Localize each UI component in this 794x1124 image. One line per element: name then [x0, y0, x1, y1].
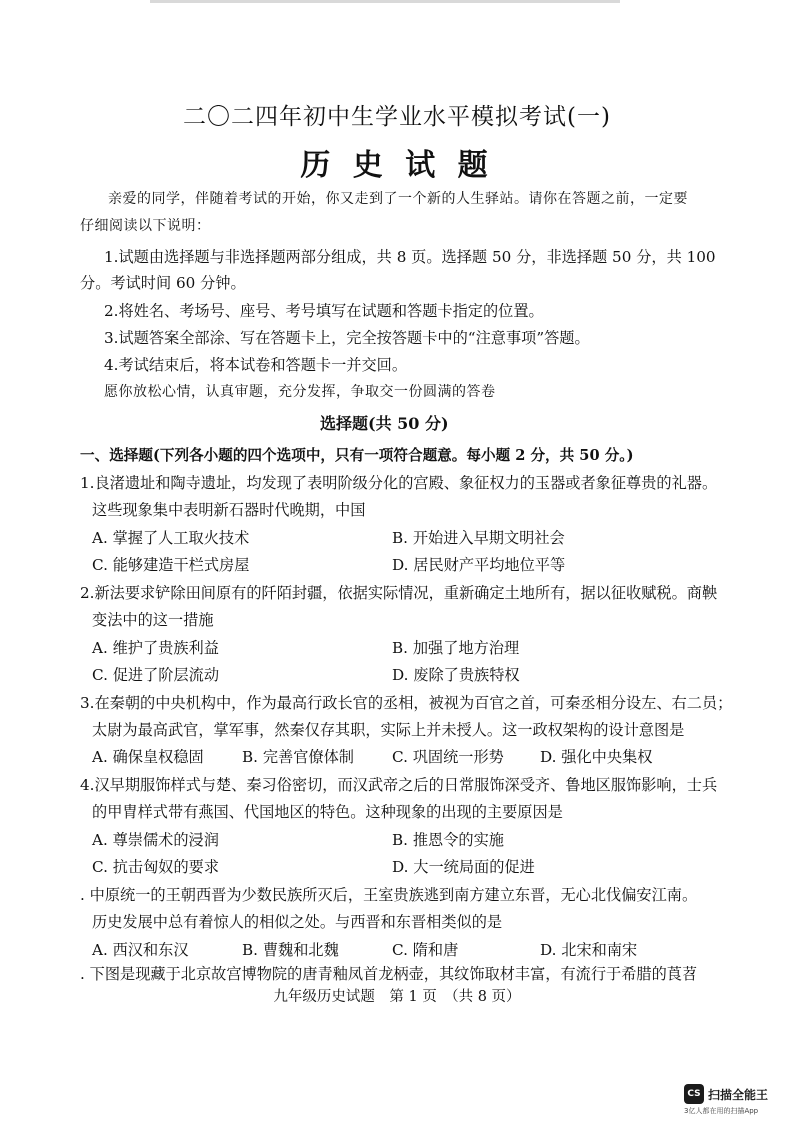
question-4-option-d: D. 大一统局面的促进: [392, 858, 535, 876]
question-1-option-b: B. 开始进入早期文明社会: [392, 529, 565, 547]
question-1-option-a: A. 掌握了人工取火技术: [92, 529, 250, 547]
exam-subject-title: 历 史 试 题: [300, 148, 494, 183]
intro-line-2: 仔细阅读以下说明：: [80, 218, 211, 234]
scanner-app-name: 扫描全能王: [708, 1087, 769, 1102]
question-6-stem-1: . 下图是现藏于北京故宫博物院的唐青釉凤首龙柄壶，其纹饰取材丰富，有流行于希腊的莨苕: [80, 965, 698, 983]
scan-edge-mark: [150, 0, 620, 3]
question-3-stem-2: 太尉为最高武官，掌军事，然秦仅存其职，实际上并未授人。这一政权架构的设计意图是: [92, 721, 685, 739]
question-5-option-c: C. 隋和唐: [392, 941, 459, 959]
question-4-option-c: C. 抗击匈奴的要求: [92, 858, 220, 876]
question-2-option-d: D. 废除了贵族特权: [392, 666, 520, 684]
instruction-wish: 愿你放松心情，认真审题，充分发挥，争取交一份圆满的答卷: [104, 384, 496, 400]
question-3-option-c: C. 巩固统一形势: [392, 748, 504, 766]
question-1-stem-1: 1.良渚遗址和陶寺遗址，均发现了表明阶级分化的宫殿、象征权力的玉器或者象征尊贵的礼器。: [80, 474, 718, 492]
instruction-item-1a: 1.试题由选择题与非选择题两部分组成，共 8 页。选择题 50 分，非选择题 50 分，共 100: [104, 248, 716, 266]
instruction-item-3: 3.试题答案全部涂、写在答题卡上，完全按答题卡中的“注意事项”答题。: [104, 329, 590, 347]
question-4-stem-1: 4.汉早期服饰样式与楚、秦习俗密切，而汉武帝之后的日常服饰深受齐、鲁地区服饰影响，士兵: [80, 776, 718, 794]
instruction-item-1b: 分。考试时间 60 分钟。: [80, 274, 246, 292]
question-2-option-a: A. 维护了贵族利益: [92, 639, 219, 657]
question-1-stem-2: 这些现象集中表明新石器时代晚期，中国: [92, 501, 366, 519]
instruction-item-2: 2.将姓名、考场号、座号、考号填写在试题和答题卡指定的位置。: [104, 302, 544, 320]
question-3-stem-1: 3.在秦朝的中央机构中，作为最高行政长官的丞相，被视为百官之首，可秦丞相分设左、右二员；: [80, 694, 733, 712]
question-4-stem-2: 的甲胄样式带有燕国、代国地区的特色。这种现象的出现的主要原因是: [92, 803, 563, 821]
intro-line-1: 亲爱的同学，伴随着考试的开始，你又走到了一个新的人生驿站。请你在答题之前，一定要: [108, 191, 688, 207]
page-footer: 九年级历史试题 第 1 页 （共 8 页）: [273, 989, 521, 1005]
section-instruction: 一、选择题(下列各小题的四个选项中，只有一项符合题意。每小题 2 分，共 50 分。): [80, 447, 634, 464]
scanner-logo: [684, 1084, 768, 1104]
question-3-option-d: D. 强化中央集权: [540, 748, 653, 766]
exam-title: 二〇二四年初中生学业水平模拟考试(一): [183, 104, 611, 130]
question-5-option-d: D. 北宋和南宋: [540, 941, 638, 959]
scanner-logo-icon: CS: [684, 1084, 704, 1104]
instruction-item-4: 4.考试结束后，将本试卷和答题卡一并交回。: [104, 356, 408, 374]
question-1-option-c: C. 能够建造干栏式房屋: [92, 556, 250, 574]
question-4-option-a: A. 尊崇儒术的浸润: [92, 831, 219, 849]
question-2-stem-2: 变法中的这一措施: [92, 611, 214, 629]
question-5-option-b: B. 曹魏和北魏: [242, 941, 339, 959]
question-4-option-b: B. 推恩令的实施: [392, 831, 504, 849]
question-3-option-b: B. 完善官僚体制: [242, 748, 354, 766]
question-5-stem-2: 历史发展中总有着惊人的相似之处。与西晋和东晋相类似的是: [92, 913, 503, 931]
question-2-option-b: B. 加强了地方治理: [392, 639, 520, 657]
question-5-stem-1: . 中原统一的王朝西晋为少数民族所灭后，王室贵族逃到南方建立东晋，无心北伐偏安江南。: [80, 886, 698, 904]
question-5-option-a: A. 西汉和东汉: [92, 941, 189, 959]
section-title: 选择题(共 50 分): [320, 414, 449, 433]
question-1-option-d: D. 居民财产平均地位平等: [392, 556, 566, 574]
question-3-option-a: A. 确保皇权稳固: [92, 748, 204, 766]
scanner-tagline: 3亿人都在用的扫描App: [684, 1107, 759, 1115]
question-2-stem-1: 2.新法要求铲除田间原有的阡陌封疆，依据实际情况，重新确定土地所有，据以征收赋税。商鞅: [80, 584, 718, 602]
question-2-option-c: C. 促进了阶层流动: [92, 666, 220, 684]
